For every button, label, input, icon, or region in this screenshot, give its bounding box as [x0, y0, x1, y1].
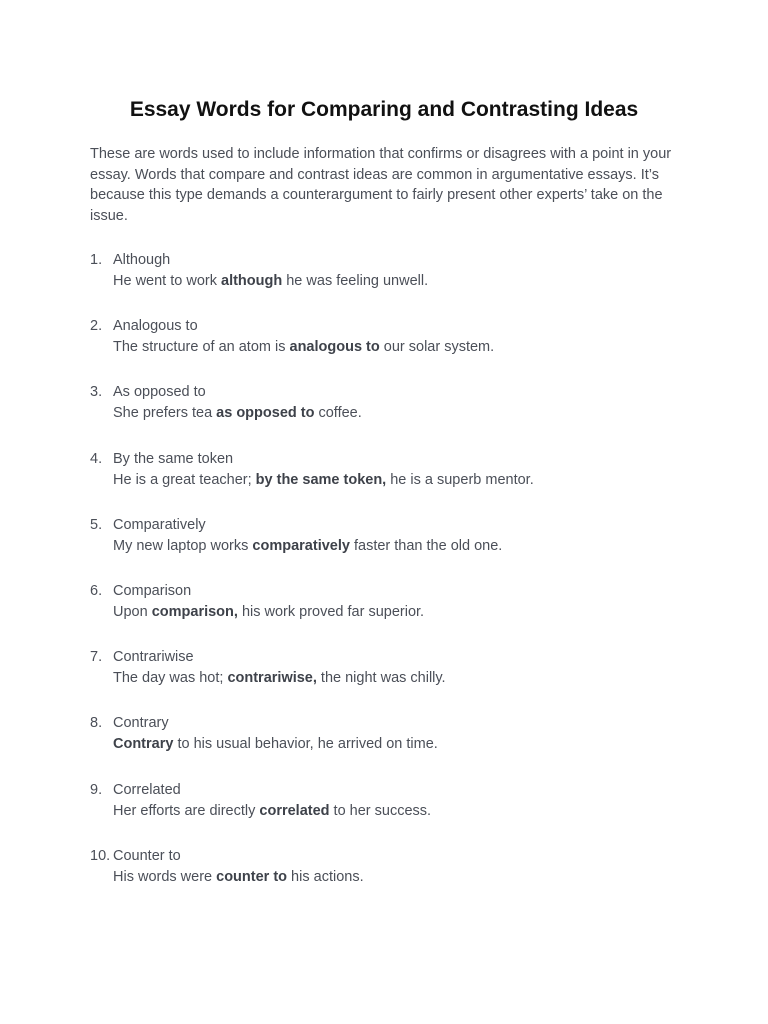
example-text: to her success. — [329, 802, 432, 819]
item-example — [113, 801, 431, 822]
item-number: 10. — [90, 847, 111, 864]
example-keyword: comparison, — [151, 603, 238, 620]
list-item — [90, 581, 690, 647]
example-keyword: comparatively — [252, 537, 350, 554]
list-item — [90, 647, 690, 713]
list-item — [90, 713, 690, 779]
page-title: Essay Words for Comparing and Contrasting Ideas — [129, 98, 639, 121]
example-text: he was feeling unwell. — [282, 273, 429, 289]
example-text: he is a superb mentor. — [386, 471, 534, 488]
item-term: Correlated — [113, 781, 181, 798]
item-example — [113, 668, 446, 689]
example-keyword: by the same token, — [255, 471, 387, 488]
item-example — [113, 403, 362, 424]
word-list — [90, 250, 690, 912]
example-text: faster than the old one. — [349, 537, 503, 554]
example-text: to his usual behavior, he arrived on time. — [173, 736, 438, 753]
example-text: The structure of an atom is — [113, 339, 290, 356]
example-text: Upon — [113, 603, 152, 620]
item-term: Counter to — [113, 847, 181, 864]
example-text: She prefers tea — [113, 405, 217, 422]
example-text: He went to work — [113, 273, 221, 289]
list-item — [90, 515, 690, 581]
item-number: 6. — [90, 582, 103, 599]
example-keyword: contrariwise, — [227, 670, 317, 687]
example-text: His words were — [113, 868, 217, 885]
example-text: the night was chilly. — [316, 670, 446, 687]
item-number: 4. — [90, 450, 103, 467]
list-item — [90, 382, 690, 448]
item-term: Analogous to — [113, 318, 198, 335]
list-item — [90, 780, 690, 846]
item-number: 7. — [90, 649, 103, 666]
example-text: He is a great teacher; — [113, 471, 256, 488]
example-text: his actions. — [287, 868, 364, 885]
list-item — [90, 316, 690, 382]
item-number: 5. — [90, 516, 103, 533]
example-text: My new laptop works — [113, 537, 253, 554]
list-item — [90, 250, 690, 316]
example-text: coffee. — [314, 405, 362, 422]
item-example — [113, 602, 424, 623]
intro-paragraph: These are words used to include information that confirms or disagrees with a point in your essay. Words that compare and contrast ideas are common in argumentative essays. It’s because this type demands a counterargument to fairly present other experts’ take on the issue. — [90, 146, 672, 224]
example-text: his work proved far superior. — [237, 603, 425, 620]
item-number: 3. — [90, 384, 103, 401]
list-item — [90, 449, 690, 515]
item-example — [113, 470, 534, 491]
example-text: our solar system. — [379, 339, 495, 356]
example-text: The day was hot; — [113, 670, 228, 687]
item-term: Contrariwise — [113, 649, 194, 666]
list-item — [90, 846, 690, 912]
item-number: 1. — [90, 252, 103, 268]
item-example — [113, 867, 364, 888]
item-example — [113, 271, 428, 292]
item-term: Comparatively — [113, 516, 206, 533]
item-term: Although — [113, 252, 171, 268]
item-example — [113, 536, 502, 557]
item-term: Contrary — [113, 715, 169, 732]
item-term: Comparison — [113, 582, 192, 599]
item-example — [113, 734, 438, 755]
example-keyword: although — [221, 273, 283, 289]
example-keyword: correlated — [259, 802, 330, 819]
example-keyword: as opposed to — [216, 405, 315, 422]
example-text: Her efforts are directly — [113, 802, 260, 819]
item-term: By the same token — [113, 450, 234, 467]
item-example — [113, 337, 494, 358]
item-term: As opposed to — [113, 384, 206, 401]
example-keyword: analogous to — [289, 339, 380, 356]
item-number: 2. — [90, 318, 103, 335]
item-number: 8. — [90, 715, 103, 732]
example-keyword: Contrary — [113, 736, 174, 753]
item-number: 9. — [90, 781, 103, 798]
example-keyword: counter to — [216, 868, 288, 885]
